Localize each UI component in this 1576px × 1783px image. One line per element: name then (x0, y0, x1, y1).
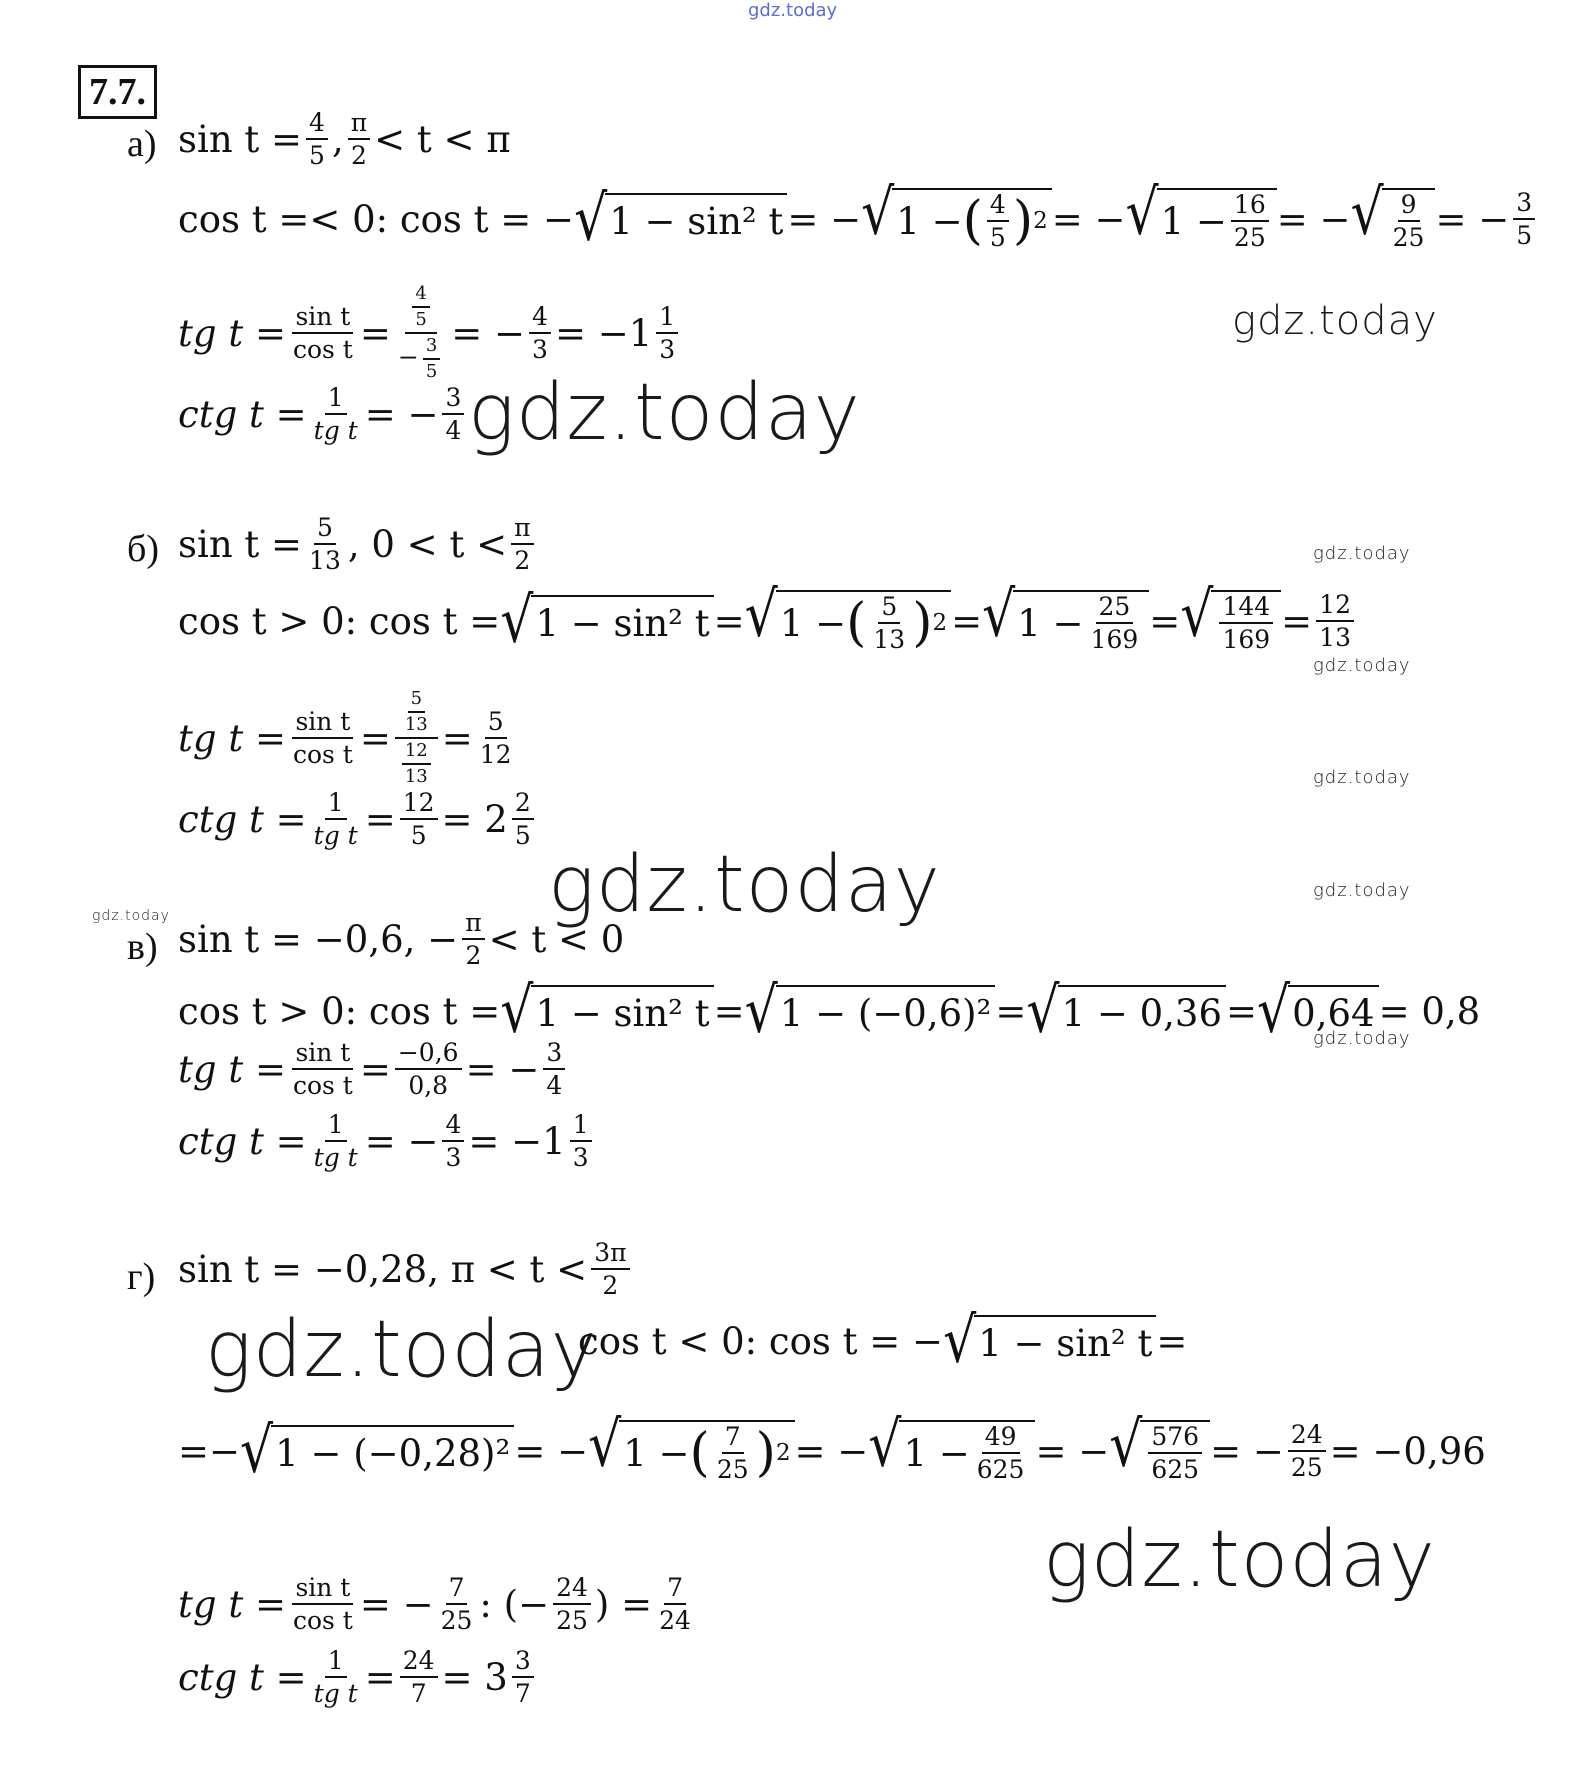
watermark: gdz.today (1313, 543, 1411, 564)
part-d-line5: ctg t = $\frac{1}{\text{tg t}}$ = $\frac{24}{7}$ = 3 $\frac{3}{7}$ (178, 1648, 538, 1706)
part-b-line4: ctg t = $\frac{1}{\text{tg t}}$ = $\frac{12}{5}$ = 2 $\frac{2}{5}$ (178, 790, 538, 848)
part-b-line2: cos t > 0: cos t = √ 1 − sin² t = √ 1 − ( $\frac{5}{13}$ ) 2 = √ 1 − $\frac{25}{169}$ = √ $\frac{144}{169}$ = $\frac{12}{13}$ (178, 590, 1358, 652)
part-c-line2: cos t > 0: cos t = √ 1 − sin² t = √ 1 − (−0,6)² = √ 1 − 0,36 = √ 0,64 = 0,8 (178, 975, 1481, 1047)
part-a-line4: ctg t = $\frac{1}{\text{tg t}}$ = − $\frac{3}{4}$ (178, 385, 468, 443)
part-d-line1: sin t = −0,28, π < t < $\frac{3\pi}{2}$ (178, 1240, 634, 1298)
watermark: gdz.today (1043, 1515, 1436, 1605)
watermark: gdz.today (548, 840, 941, 930)
part-d-label: г) (127, 1256, 156, 1298)
watermark: gdz.today (1313, 655, 1411, 676)
watermark: gdz.today (1232, 298, 1438, 344)
part-a-line1: sin t = $\frac{4}{5}$ , $\frac{\pi}{2}$ < t < π (178, 108, 511, 170)
part-b-line3: tg t = $\frac{\text{sin t}}{\text{cos t}}$ = $\frac{\frac{5}{13}}{\frac{12}{13}}$ = $\frac{5}{12}$ (178, 688, 512, 787)
watermark-top: gdz.today (748, 0, 838, 21)
part-a-line2: cos t =< 0: cos t = − √ 1 − sin² t = − √ 1 − ( $\frac{4}{5}$ ) 2 = − √ 1 − $\frac{16}{25}$ = − √ $\frac{9}{25}$ = − $\frac{3}{5}$ (178, 188, 1539, 250)
watermark: gdz.today (1313, 1028, 1411, 1049)
part-d-line3: =− √ 1 − (−0,28)² = − √ 1 − ( $\frac{7}{25}$ ) 2 = − √ 1 − $\frac{49}{625}$ = − √ $\frac{576}{625}$ = − $\frac{24}{25}$ = −0,96 (178, 1409, 1486, 1487)
part-a-label: а) (127, 123, 157, 165)
problem-number: 7.7. (78, 65, 157, 119)
part-c-line1: sin t = −0,6, − $\frac{\pi}{2}$ < t < 0 (178, 908, 625, 970)
watermark: gdz.today (468, 368, 861, 458)
watermark: gdz.today (1313, 767, 1411, 788)
part-d-line2: cos t < 0: cos t = − √ 1 − sin² t = (578, 1305, 1188, 1377)
part-c-label: в) (127, 926, 158, 968)
part-c-line4: ctg t = $\frac{1}{\text{tg t}}$ = − $\frac{4}{3}$ = −1 $\frac{1}{3}$ (178, 1112, 596, 1170)
part-b-line1: sin t = $\frac{5}{13}$ , 0 < t < $\frac{\pi}{2}$ (178, 515, 538, 573)
watermark: gdz.today (1313, 880, 1411, 901)
part-a-line3: tg t = $\frac{\text{sin t}}{\text{cos t}}$ = $\frac{4}{5}$ − $\frac{3}{5}$ = − $\frac{4}{3}$ = −1 $\frac{1}{3}$ (178, 285, 682, 381)
part-d-line4: tg t = $\frac{\text{sin t}}{\text{cos t}}$ = − $\frac{7}{25}$ : (− $\frac{24}{25}$ ) = $\frac{7}{24}$ (178, 1573, 691, 1635)
watermark: gdz.today (92, 908, 170, 924)
watermark: gdz.today (205, 1305, 598, 1395)
part-b-label: б) (127, 528, 159, 570)
part-c-line3: tg t = $\frac{\text{sin t}}{\text{cos t}}$ = $\frac{-0,6}{0,8}$ = − $\frac{3}{4}$ (178, 1040, 569, 1098)
